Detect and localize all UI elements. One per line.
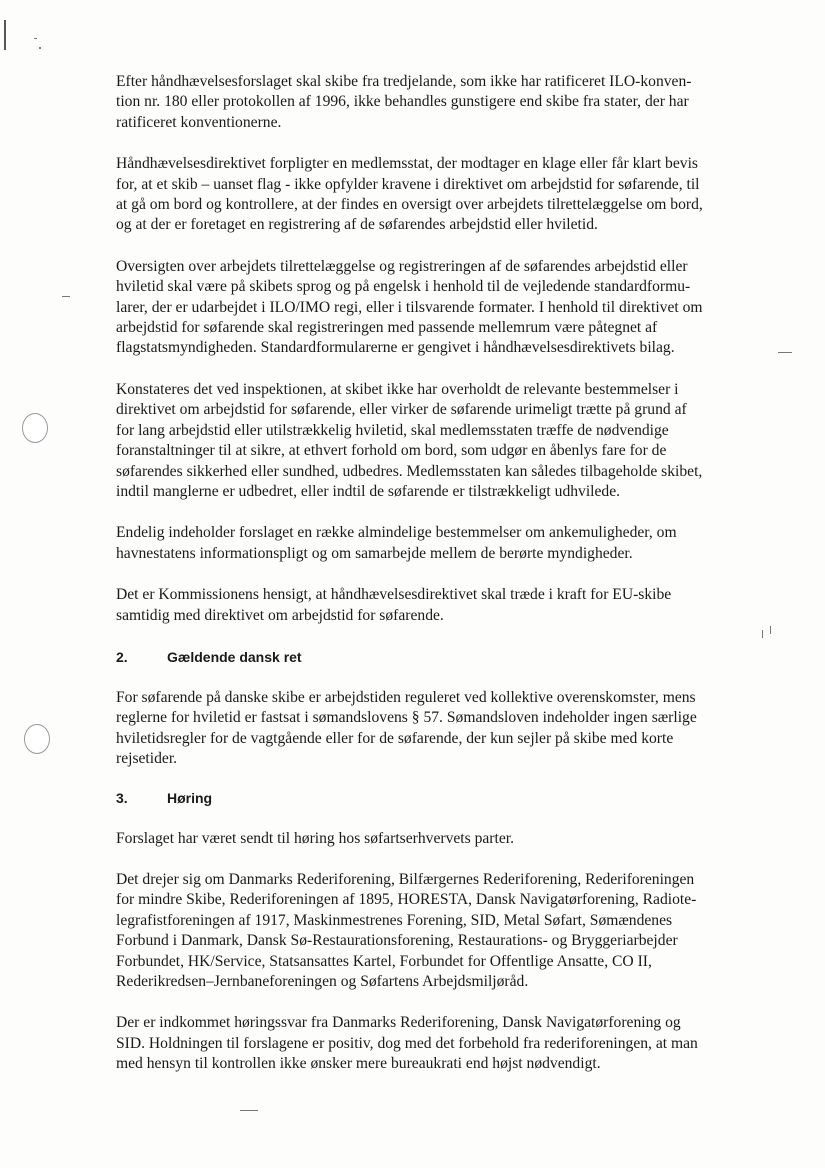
text-line: for mindre Skibe, Rederiforeningen af 1895, HORESTA, Dansk Navigatørforening, Radiote- [116,891,697,909]
text-line: hviletidsregler for de vagtgående eller for de søfarende, der kun sejler på skibe med korte [116,729,674,747]
text-line: Oversigten over arbejdets tilrettelæggelse og registreringen af de søfarendes arbejdstid eller [116,257,688,275]
text-line: Rederikredsen–Jernbaneforeningen og Søfartens Arbejdsmiljøråd. [116,973,529,990]
text-line: For søfarende på danske skibe er arbejdstiden reguleret ved kollektive overenskomster, mens [116,688,696,706]
scan-speck [62,296,70,297]
text-line: hviletid skal være på skibets sprog og på engelsk i henhold til de vejledende standardformu- [116,278,691,296]
text-line: samtidig med direktivet om arbejdstid for søfarende. [116,606,444,624]
text-line: flagstatsmyndigheden. Standardformularerne er gengivet i håndhævelsesdirektivets bilag. [116,339,675,357]
text-line: Efter håndhævelsesforslaget skal skibe fra tredjelande, som ikke har ratificeret ILO-konven- [116,73,692,90]
text-line: Konstateres det ved inspektionen, at skibet ikke har overholdt de relevante bestemmelser i [116,380,679,398]
punch-hole [22,413,48,443]
paragraph-hearing-parties [116,870,742,992]
section-title: Gældende dansk ret [167,648,302,665]
scan-speck [770,626,771,634]
section-heading-hearing [116,788,742,808]
text-line: SID. Holdningen til forslagene er positiv, dog med det forbehold fra rederiforeningen, at man [116,1034,698,1052]
text-line: for lang arbejdstid eller utilstrækkelig hviletid, skal medlemsstaten træffe de nødvendige [116,421,669,439]
text-line: reglerne for hviletid er fastsat i sømandslovens § 57. Sømandsloven indeholder ingen særlige [116,709,697,727]
text-line: rejsetider. [116,750,178,768]
text-line: indtil manglerne er udbedret, eller indtil de søfarende er tilstrækkeligt udhvilede. [116,482,621,500]
text-line: at gå om bord og kontrollere, at der findes en oversigt over arbejdets tilrettelæggelse om bord, [116,196,703,214]
text-line: Forslaget har været sendt til høring hos søfartserhvervets parter. [116,829,514,847]
section-number: 2. [116,648,128,665]
text-line: og at der er foretaget en registrering af de søfarendes arbejdstid eller hviletid. [116,216,598,234]
text-line: ratificeret konventionerne. [116,113,282,131]
scan-speck [240,1110,258,1111]
text-line: Forbundet, HK/Service, Statsansattes Kartel, Forbundet for Offentlige Ansatte, CO II, [116,952,652,970]
text-line: for, at et skib – uanset flag - ikke opfylder kravene i direktivet om arbejdstid for søfarende, til [116,175,700,193]
paragraph-hearing-responses [116,1013,742,1074]
scan-speck [34,38,37,39]
paragraph-general-provisions [116,523,742,564]
paragraph-enforcement-obligation [116,154,742,236]
paragraph-ilo-convention [116,72,742,133]
paragraph-hearing-sent [116,829,742,849]
text-line: foranstaltninger til at sikre, at ethvert forhold om bord, som udgør en åbenlys fare for de [116,442,667,460]
text-line: havnestatens informationspligt og om samarbejde mellem de berørte myndigheder. [116,544,633,562]
section-title: Høring [167,789,213,806]
paragraph-work-overview [116,257,742,359]
text-line: Det drejer sig om Danmarks Rederiforening, Bilfærgernes Rederiforening, Rederiforeningen [116,870,695,888]
scan-speck [39,47,41,49]
text-line: tion nr. 180 eller protokollen af 1996, ikke behandles gunstigere end skibe fra stater, der har [116,93,689,111]
section-heading-danish-law [116,647,742,667]
text-line: Det er Kommissionens hensigt, at håndhævelsesdirektivet skal træde i kraft for EU-skibe [116,586,672,604]
punch-hole [24,724,50,754]
text-line: søfarendes sikkerhed eller sundhed, udbedres. Medlemsstaten kan således tilbageholde skibet, [116,462,703,480]
text-line: Forbund i Danmark, Dansk Sø-Restaurationsforening, Restaurations- og Bryggeriarbejder [116,932,678,950]
text-line: Der er indkommet høringssvar fra Danmarks Rederiforening, Dansk Navigatørforening og [116,1014,681,1032]
text-line: arbejdstid for søfarende skal registreringen med passende mellemrum være påtegnet af [116,319,658,337]
paragraph-danish-law [116,688,742,770]
paragraph-inspection [116,380,742,502]
text-line: larer, der er udarbejdet i ILO/IMO regi, eller i tilsvarende formater. I henhold til direktivet om [116,298,703,316]
text-line: Håndhævelsesdirektivet forpligter en medlemsstat, der modtager en klage eller får klart bevis [116,155,698,173]
paragraph-commission-intent [116,585,742,626]
document-body [116,72,742,1075]
text-line: Endelig indeholder forslaget en række almindelige bestemmelser om ankemuligheder, om [116,524,677,542]
scan-edge-mark [4,20,6,50]
section-number: 3. [116,789,128,806]
text-line: legrafistforeningen af 1917, Maskinmestrenes Forening, SID, Metal Søfart, Sømændenes [116,911,673,929]
scan-speck [778,352,792,353]
text-line: med hensyn til kontrollen ikke ønsker mere bureaukrati end højst nødvendigt. [116,1055,601,1073]
text-line: direktivet om arbejdstid for søfarende, eller virker de søfarende urimeligt trætte på grund af [116,401,687,419]
scan-speck [762,630,763,638]
